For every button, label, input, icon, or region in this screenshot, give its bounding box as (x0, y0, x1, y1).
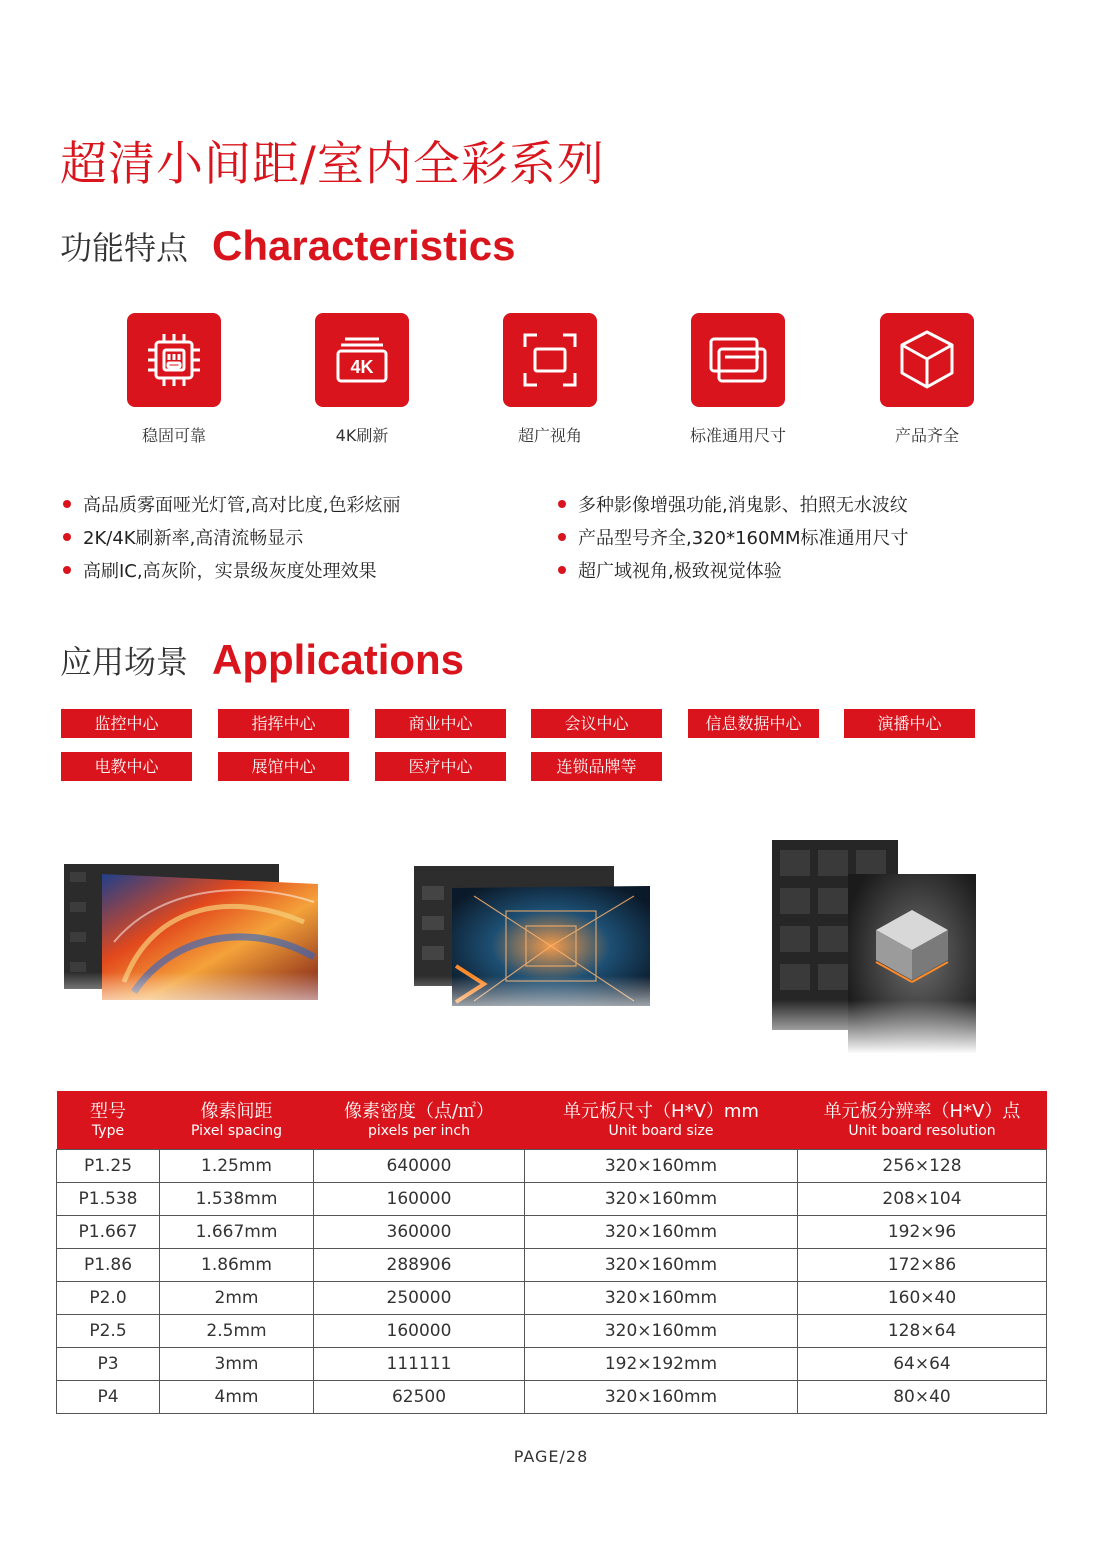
table-cell: 208×104 (798, 1183, 1047, 1216)
page-title: 超清小间距/室内全彩系列 (60, 137, 605, 192)
table-cell: 320×160mm (525, 1282, 798, 1315)
table-row (57, 1348, 1047, 1381)
table-row (57, 1282, 1047, 1315)
table-row (57, 1183, 1047, 1216)
wide-angle-icon (503, 313, 597, 407)
table-cell: 320×160mm (525, 1315, 798, 1348)
application-tag: 演播中心 (844, 709, 975, 738)
application-tag: 医疗中心 (375, 752, 506, 781)
application-tag: 电教中心 (61, 752, 192, 781)
chip-icon (127, 313, 221, 407)
characteristics-heading (60, 222, 516, 270)
table-cell: 1.86mm (160, 1249, 314, 1282)
application-tag: 指挥中心 (218, 709, 349, 738)
header-unit-board-resolution: 单元板分辨率（H*V）点 Unit board resolution (798, 1091, 1047, 1150)
table-cell: 2mm (160, 1282, 314, 1315)
table-cell: P1.25 (57, 1150, 160, 1183)
feature-label: 标准通用尺寸 (689, 426, 786, 445)
feature-label: 4K刷新 (335, 426, 389, 445)
table-cell: 320×160mm (525, 1216, 798, 1249)
feature-label: 超广视角 (517, 426, 582, 445)
applications-heading-cn: 应用场景 (60, 643, 189, 681)
table-row (57, 1249, 1047, 1282)
table-row (57, 1315, 1047, 1348)
application-tag: 信息数据中心 (688, 709, 819, 738)
table-row (57, 1381, 1047, 1414)
table-cell: 2.5mm (160, 1315, 314, 1348)
list-item: 2K/4K刷新率,高清流畅显示 (63, 527, 400, 560)
cube-icon (880, 313, 974, 407)
table-cell: 62500 (314, 1381, 525, 1414)
applications-heading (60, 636, 464, 684)
table-cell: 172×86 (798, 1249, 1047, 1282)
product-image-cube (772, 840, 976, 1054)
table-cell: 320×160mm (525, 1381, 798, 1414)
table-cell: P1.667 (57, 1216, 160, 1249)
product-image-swirl (64, 862, 320, 1022)
application-tag: 商业中心 (375, 709, 506, 738)
standard-size-icon (691, 313, 785, 407)
bullet-dot-icon (63, 566, 71, 574)
feature-label: 稳固可靠 (141, 426, 206, 445)
bullet-dot-icon (63, 533, 71, 541)
table-cell: 360000 (314, 1216, 525, 1249)
list-item: 多种影像增强功能,消鬼影、拍照无水波纹 (558, 494, 909, 527)
table-cell: 111111 (314, 1348, 525, 1381)
application-tag: 会议中心 (531, 709, 662, 738)
bullet-dot-icon (558, 533, 566, 541)
list-item: 高刷IC,高灰阶，实景级灰度处理效果 (63, 560, 400, 593)
feature-complete-range (857, 313, 997, 446)
table-cell: 256×128 (798, 1150, 1047, 1183)
table-cell: P2.5 (57, 1315, 160, 1348)
table-cell: 320×160mm (525, 1183, 798, 1216)
feature-label: 产品齐全 (894, 426, 959, 445)
table-row (57, 1150, 1047, 1183)
table-cell: 250000 (314, 1282, 525, 1315)
table-cell: 3mm (160, 1348, 314, 1381)
table-cell: 192×96 (798, 1216, 1047, 1249)
header-type: 型号 Type (57, 1091, 160, 1150)
bullet-dot-icon (558, 566, 566, 574)
characteristics-heading-en: Characteristics (212, 222, 516, 269)
header-pixel-spacing: 像素间距 Pixel spacing (160, 1091, 314, 1150)
list-item: 产品型号齐全,320*160MM标准通用尺寸 (558, 527, 909, 560)
table-cell: P3 (57, 1348, 160, 1381)
table-cell: 80×40 (798, 1381, 1047, 1414)
table-cell: P2.0 (57, 1282, 160, 1315)
table-cell: 288906 (314, 1249, 525, 1282)
application-tag: 展馆中心 (218, 752, 349, 781)
header-unit-board-size: 单元板尺寸（H*V）mm Unit board size (525, 1091, 798, 1150)
characteristics-heading-cn: 功能特点 (60, 229, 189, 267)
table-cell: P4 (57, 1381, 160, 1414)
4k-icon-text: 4K (350, 357, 374, 377)
bullet-dot-icon (63, 500, 71, 508)
table-cell: 1.538mm (160, 1183, 314, 1216)
header-pixel-density: 像素密度（点/㎡） pixels per inch (314, 1091, 525, 1150)
table-header-row (57, 1091, 1047, 1150)
feature-4k (292, 313, 432, 446)
4k-icon (315, 313, 409, 407)
application-tag: 连锁品牌等 (531, 752, 662, 781)
list-item: 超广域视角,极致视觉体验 (558, 560, 909, 593)
table-row (57, 1216, 1047, 1249)
table-cell: P1.538 (57, 1183, 160, 1216)
table-cell: 320×160mm (525, 1150, 798, 1183)
table-cell: 1.667mm (160, 1216, 314, 1249)
feature-list-right (558, 494, 909, 593)
page-number: PAGE/28 (513, 1447, 589, 1466)
feature-standard-size (668, 313, 808, 446)
table-cell: 4mm (160, 1381, 314, 1414)
table-cell: 160000 (314, 1315, 525, 1348)
table-cell: 320×160mm (525, 1249, 798, 1282)
table-cell: 64×64 (798, 1348, 1047, 1381)
application-tag: 监控中心 (61, 709, 192, 738)
applications-heading-en: Applications (212, 636, 465, 683)
table-cell: P1.86 (57, 1249, 160, 1282)
feature-list-left (63, 494, 400, 593)
table-cell: 128×64 (798, 1315, 1047, 1348)
table-cell: 192×192mm (525, 1348, 798, 1381)
bullet-dot-icon (558, 500, 566, 508)
list-item: 高品质雾面哑光灯管,高对比度,色彩炫丽 (63, 494, 400, 527)
table-cell: 160×40 (798, 1282, 1047, 1315)
spec-table (56, 1091, 1047, 1414)
product-image-tech (414, 866, 652, 1026)
table-cell: 640000 (314, 1150, 525, 1183)
table-cell: 1.25mm (160, 1150, 314, 1183)
feature-wide-angle (480, 313, 620, 446)
table-cell: 160000 (314, 1183, 525, 1216)
feature-reliable (104, 313, 244, 446)
